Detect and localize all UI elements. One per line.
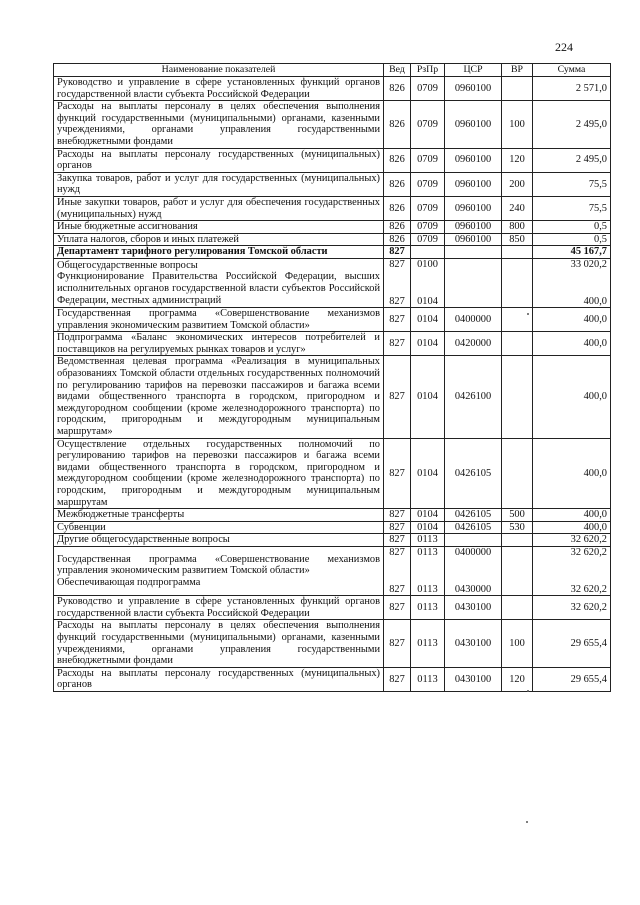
- row-csr: 0960100: [445, 196, 502, 220]
- row-ved-group: [384, 546, 411, 595]
- row-vr: 100: [502, 620, 533, 667]
- row-ved: 827: [384, 534, 411, 547]
- row-sum: 400,0: [533, 332, 611, 356]
- row-name: Государственная программа «Совершенствование механизмов управления экономическим развитием Томской области»: [54, 308, 384, 332]
- table-row: [54, 438, 611, 509]
- row-sum: 75,5: [533, 196, 611, 220]
- row-ved: 827: [384, 308, 411, 332]
- header-vr: ВР: [502, 64, 533, 77]
- row-name: Государственная программа «Совершенствование механизмов управления экономическим развитием Томской области»: [57, 553, 380, 577]
- row-csr-group: [445, 546, 502, 595]
- row-csr: 0430100: [445, 667, 502, 691]
- row-rzpr: 0113: [417, 546, 438, 558]
- row-name-group: [54, 546, 384, 595]
- row-sum: 29 655,4: [533, 667, 611, 691]
- row-ved: 827: [384, 521, 411, 534]
- row-vr: 850: [502, 233, 533, 246]
- row-rzpr: 0113: [411, 620, 445, 667]
- table-row: [54, 667, 611, 691]
- row-ved: 826: [384, 233, 411, 246]
- row-rzpr: 0104: [411, 521, 445, 534]
- row-sum: 0,5: [533, 221, 611, 234]
- row-csr: 0420000: [445, 332, 502, 356]
- row-ved: 826: [384, 172, 411, 196]
- row-rzpr: 0113: [411, 596, 445, 620]
- row-rzpr-group: [411, 258, 445, 307]
- table-row-group: [54, 258, 611, 307]
- row-vr: 800: [502, 221, 533, 234]
- row-name: Иные закупки товаров, работ и услуг для обеспечения государственных (муниципальных) нужд: [54, 196, 384, 220]
- scan-speck: [527, 690, 529, 692]
- row-sum: 32 620,2: [570, 546, 607, 558]
- row-rzpr: 0709: [411, 196, 445, 220]
- row-name: Обеспечивающая подпрограмма: [57, 576, 201, 588]
- row-csr: [445, 258, 502, 307]
- row-name: Функционирование Правительства Российской Федерации, высших исполнительных органов государственной власти субъектов Российской Федерации, местных администраций: [57, 271, 380, 306]
- row-rzpr: 0104: [411, 332, 445, 356]
- row-rzpr: 0709: [411, 101, 445, 148]
- table-row: [54, 221, 611, 234]
- table-row-group: [54, 546, 611, 595]
- row-rzpr: [411, 246, 445, 259]
- row-ved: 827: [384, 667, 411, 691]
- row-ved: 827: [384, 332, 411, 356]
- table-header-row: [54, 64, 611, 77]
- row-csr: 0430100: [445, 596, 502, 620]
- table-row: [54, 308, 611, 332]
- table-row: [54, 196, 611, 220]
- row-vr: [502, 258, 533, 307]
- header-rzpr: РзПр: [411, 64, 445, 77]
- row-vr: 500: [502, 509, 533, 522]
- row-ved-group: [384, 258, 411, 307]
- row-sum: 32 620,2: [570, 583, 607, 595]
- row-ved: 826: [384, 101, 411, 148]
- row-name-group: [54, 258, 384, 307]
- row-rzpr: 0709: [411, 221, 445, 234]
- table-row: [54, 172, 611, 196]
- row-csr: 0430100: [445, 620, 502, 667]
- header-csr: ЦСР: [445, 64, 502, 77]
- row-name: Расходы на выплаты персоналу государственных (муниципальных) органов: [54, 667, 384, 691]
- row-sum-group: [533, 546, 611, 595]
- row-sum: 29 655,4: [533, 620, 611, 667]
- row-csr: 0400000: [445, 308, 502, 332]
- row-csr: 0426105: [445, 509, 502, 522]
- row-name: Межбюджетные трансферты: [54, 509, 384, 522]
- row-rzpr: 0104: [411, 509, 445, 522]
- row-ved: 827: [389, 546, 405, 558]
- row-sum: 2 571,0: [533, 77, 611, 101]
- row-csr: [445, 246, 502, 259]
- row-vr: [502, 356, 533, 438]
- row-vr: 120: [502, 667, 533, 691]
- row-rzpr: 0709: [411, 148, 445, 172]
- row-ved: 826: [384, 77, 411, 101]
- row-ved: 827: [389, 295, 405, 307]
- budget-table: [53, 63, 611, 692]
- row-rzpr: 0113: [411, 534, 445, 547]
- row-rzpr: 0104: [411, 438, 445, 509]
- row-rzpr: 0709: [411, 233, 445, 246]
- row-name: Расходы на выплаты персоналу в целях обеспечения выполнения функций государственными (муниципальными) органами, казенными учреждениями, органами управления государственными внебюджетными фондами: [54, 620, 384, 667]
- row-name: Подпрограмма «Баланс экономических интересов потребителей и поставщиков на регулируемых рынках товаров и услуг»: [54, 332, 384, 356]
- row-sum: 33 020,2: [570, 258, 607, 270]
- row-name: Руководство и управление в сфере установленных функций органов государственной власти субъекта Российской Федерации: [54, 596, 384, 620]
- row-sum: 400,0: [533, 521, 611, 534]
- row-csr: 0960100: [445, 77, 502, 101]
- row-rzpr: 0100: [417, 258, 438, 270]
- row-csr: 0400000: [454, 546, 492, 558]
- table-row: [54, 596, 611, 620]
- row-name: Общегосударственные вопросы: [57, 259, 198, 271]
- row-rzpr: 0113: [417, 583, 438, 595]
- row-ved: 827: [389, 258, 405, 270]
- row-sum: 400,0: [583, 295, 607, 307]
- row-vr: [502, 534, 533, 547]
- row-csr: 0960100: [445, 221, 502, 234]
- row-sum: 2 495,0: [533, 148, 611, 172]
- row-name: Ведомственная целевая программа «Реализация в муниципальных образованиях Томской области отдельных государственных полномочий по регулированию тарифов на перевозки пассажиров и багажа всеми видами общественного транспорта в городском, пригородном и междугородном сообщении (кроме железнодорожного транспорта) по городским, пригородным и междугородным муниципальным маршрутам»: [54, 356, 384, 438]
- row-name: Другие общегосударственные вопросы: [54, 534, 384, 547]
- row-rzpr: 0104: [411, 308, 445, 332]
- row-ved: 826: [384, 196, 411, 220]
- row-vr: 240: [502, 196, 533, 220]
- row-ved: 827: [384, 620, 411, 667]
- row-sum: 32 620,2: [533, 534, 611, 547]
- table-row: [54, 148, 611, 172]
- table-row: [54, 101, 611, 148]
- row-sum: 400,0: [533, 356, 611, 438]
- row-name: Субвенции: [54, 521, 384, 534]
- row-rzpr: 0104: [411, 356, 445, 438]
- row-ved: 827: [384, 356, 411, 438]
- row-sum: 32 620,2: [533, 596, 611, 620]
- row-vr: [502, 77, 533, 101]
- row-sum: 75,5: [533, 172, 611, 196]
- row-rzpr: 0113: [411, 667, 445, 691]
- row-rzpr: 0709: [411, 172, 445, 196]
- row-csr: 0426105: [445, 521, 502, 534]
- row-ved: 827: [384, 246, 411, 259]
- row-vr: 200: [502, 172, 533, 196]
- row-name: Закупка товаров, работ и услуг для государственных (муниципальных) нужд: [54, 172, 384, 196]
- row-sum: 400,0: [533, 308, 611, 332]
- row-vr: [502, 546, 533, 595]
- table-row: [54, 233, 611, 246]
- row-vr: 100: [502, 101, 533, 148]
- row-vr: [502, 596, 533, 620]
- row-name: Расходы на выплаты персоналу в целях обеспечения выполнения функций государственными (муниципальными) органами, казенными учреждениями, органами управления государственными внебюджетными фондами: [54, 101, 384, 148]
- row-sum: 0,5: [533, 233, 611, 246]
- header-sum: Сумма: [533, 64, 611, 77]
- table-row: [54, 521, 611, 534]
- row-ved: 827: [384, 596, 411, 620]
- row-csr: 0426100: [445, 356, 502, 438]
- row-name: Иные бюджетные ассигнования: [54, 221, 384, 234]
- table-row: [54, 77, 611, 101]
- row-vr: [502, 332, 533, 356]
- row-csr: 0960100: [445, 233, 502, 246]
- row-name: Руководство и управление в сфере установленных функций органов государственной власти субъекта Российской Федерации: [54, 77, 384, 101]
- row-vr: [502, 308, 533, 332]
- row-sum: 2 495,0: [533, 101, 611, 148]
- row-ved: 827: [384, 438, 411, 509]
- row-csr: [445, 534, 502, 547]
- row-ved: 826: [384, 148, 411, 172]
- row-rzpr: 0104: [417, 295, 438, 307]
- page-number: 224: [555, 40, 573, 54]
- row-name: Департамент тарифного регулирования Томской области: [54, 246, 384, 259]
- row-sum: 45 167,7: [533, 246, 611, 259]
- scan-speck: [526, 821, 528, 823]
- row-sum: 400,0: [533, 438, 611, 509]
- scan-speck: [527, 313, 529, 315]
- row-rzpr-group: [411, 546, 445, 595]
- row-vr: [502, 246, 533, 259]
- row-csr: 0960100: [445, 172, 502, 196]
- row-csr: 0960100: [445, 148, 502, 172]
- row-name: Расходы на выплаты персоналу государственных (муниципальных) органов: [54, 148, 384, 172]
- header-ved: Вед: [384, 64, 411, 77]
- row-sum: 400,0: [533, 509, 611, 522]
- header-name: Наименование показателей: [54, 64, 384, 77]
- table-row: [54, 534, 611, 547]
- row-ved: 827: [384, 509, 411, 522]
- table-row: [54, 356, 611, 438]
- table-row-department: [54, 246, 611, 259]
- row-ved: 826: [384, 221, 411, 234]
- row-sum-group: [533, 258, 611, 307]
- row-vr: 120: [502, 148, 533, 172]
- row-ved: 827: [389, 583, 405, 595]
- table-row: [54, 620, 611, 667]
- row-csr: 0426105: [445, 438, 502, 509]
- row-name: Осуществление отдельных государственных полномочий по регулированию тарифов на перевозки пассажиров и багажа всеми видами общественного транспорта в городском, пригородном и междугородном сообщении (кроме железнодорожного транспорта) по городским, пригородным и междугородным муниципальным маршрутам: [54, 438, 384, 509]
- row-name: Уплата налогов, сборов и иных платежей: [54, 233, 384, 246]
- row-rzpr: 0709: [411, 77, 445, 101]
- row-vr: 530: [502, 521, 533, 534]
- row-csr: 0430000: [454, 583, 492, 595]
- table-row: [54, 509, 611, 522]
- row-csr: 0960100: [445, 101, 502, 148]
- row-vr: [502, 438, 533, 509]
- table-row: [54, 332, 611, 356]
